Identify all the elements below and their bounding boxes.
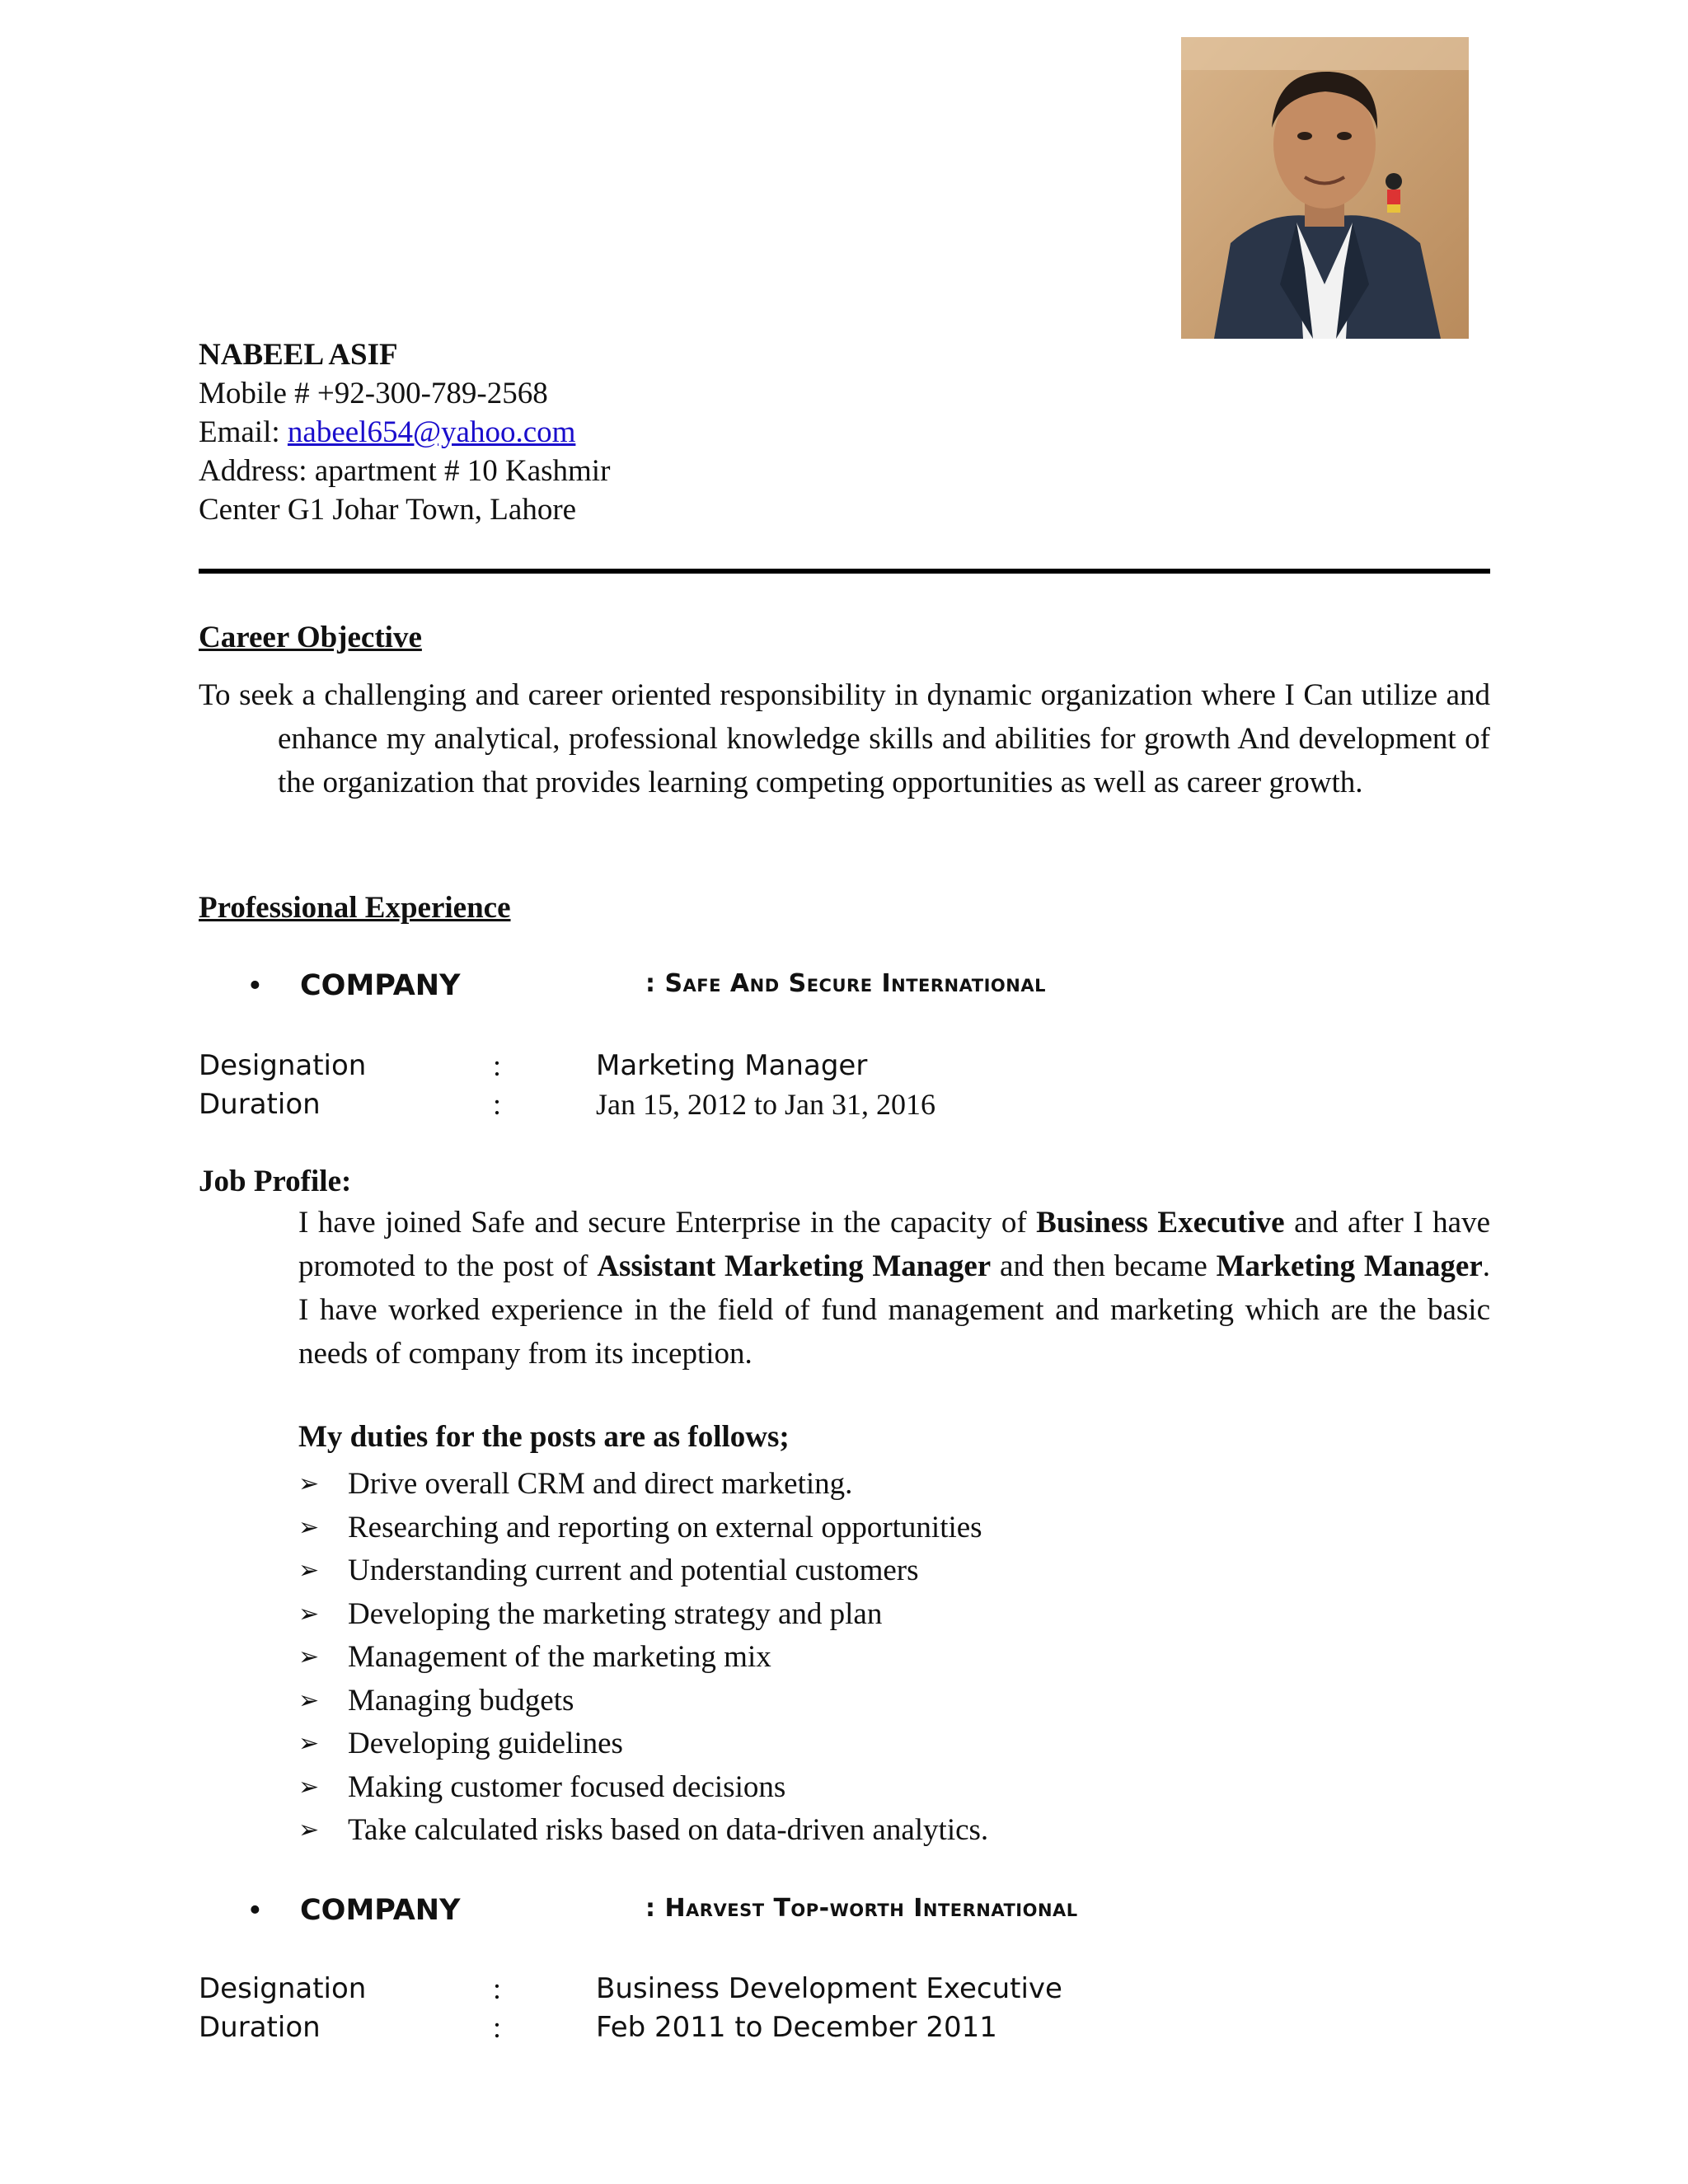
career-objective-heading: Career Objective: [199, 621, 422, 654]
company-name: : Safe And Secure International: [645, 969, 1046, 998]
duty-list-item: [298, 1507, 1452, 1550]
designation-row-2: [199, 1970, 1435, 2008]
job-title-bold: Assistant Marketing Manager: [597, 1249, 992, 1283]
bullet-icon: •: [249, 1891, 261, 1929]
company-entry-1: [249, 969, 1485, 1010]
job-title-bold: Business Executive: [1036, 1206, 1285, 1240]
duration-value: Feb 2011 to December 2011: [596, 2011, 997, 2044]
duty-text: Drive overall CRM and direct marketing.: [348, 1467, 853, 1501]
duties-heading: My duties for the posts are as follows;: [298, 1420, 790, 1454]
email-line: [199, 413, 610, 452]
address-line-2: Center G1 Johar Town, Lahore: [199, 493, 577, 527]
professional-experience-heading: Professional Experience: [199, 891, 511, 925]
colon-separator: :: [493, 1972, 502, 2005]
duty-list-item: [298, 1680, 1452, 1723]
arrow-bullet-icon: ➢: [298, 1685, 320, 1715]
horizontal-divider: [199, 569, 1490, 574]
duration-row-1: [199, 1085, 1435, 1124]
job-title-bold: Marketing Manager: [1216, 1249, 1483, 1283]
designation-label: Designation: [199, 1972, 367, 2005]
job-text-part: I have joined Safe and secure Enterprise in the capacity of: [298, 1206, 1037, 1240]
address-line-1: Address: apartment # 10 Kashmir: [199, 454, 611, 488]
job-profile-text: [298, 1201, 1490, 1376]
duty-list-item: [298, 1722, 1452, 1766]
job-text-part: and after I have promoted to the post of: [298, 1206, 1491, 1283]
job-profile-heading: Job Profile:: [199, 1165, 352, 1198]
duty-list-item: [298, 1463, 1452, 1507]
arrow-bullet-icon: ➢: [298, 1556, 320, 1585]
company-label: COMPANY: [300, 1894, 461, 1927]
job-text-part: . I have worked experience in the field of fund management and marketing which are the basic needs of company from its inception.: [298, 1249, 1490, 1371]
bullet-icon: •: [249, 967, 261, 1005]
designation-value: Business Development Executive: [596, 1972, 1062, 2005]
duration-value: Jan 15, 2012 to Jan 31, 2016: [596, 1088, 935, 1121]
company-label: COMPANY: [300, 969, 461, 1002]
duty-text: Take calculated risks based on data-driven analytics.: [348, 1813, 989, 1847]
duty-text: Understanding current and potential customers: [348, 1554, 919, 1587]
duty-text: Managing budgets: [348, 1683, 574, 1718]
duty-text: Developing guidelines: [348, 1727, 623, 1760]
designation-row-1: [199, 1047, 1435, 1085]
duties-list: [298, 1463, 1452, 1853]
company-name: : Harvest Top-worth International: [645, 1894, 1078, 1923]
portrait-image: [1181, 37, 1469, 339]
duty-list-item: [298, 1809, 1452, 1853]
designation-label: Designation: [199, 1049, 367, 1082]
profile-photo: [1181, 37, 1469, 339]
duty-text: Making customer focused decisions: [348, 1769, 786, 1804]
arrow-bullet-icon: ➢: [298, 1469, 320, 1498]
arrow-bullet-icon: ➢: [298, 1772, 320, 1802]
duty-list-item: [298, 1766, 1452, 1810]
arrow-bullet-icon: ➢: [298, 1729, 320, 1758]
colon-separator: :: [493, 1088, 502, 1121]
duty-text: Management of the marketing mix: [348, 1640, 771, 1674]
email-label: Email:: [199, 415, 288, 449]
contact-block: [199, 335, 610, 529]
arrow-bullet-icon: ➢: [298, 1643, 320, 1671]
colon-separator: :: [493, 1049, 502, 1082]
candidate-name: NABEEL ASIF: [199, 338, 398, 372]
duty-list-item: [298, 1549, 1452, 1593]
duty-list-item: [298, 1593, 1452, 1637]
duty-text: Developing the marketing strategy and plan: [348, 1596, 883, 1631]
arrow-bullet-icon: ➢: [298, 1599, 320, 1629]
mobile-number: Mobile # +92-300-789-2568: [199, 377, 548, 410]
duty-list-item: [298, 1636, 1452, 1680]
duration-row-2: [199, 2008, 1435, 2047]
duration-label: Duration: [199, 2011, 321, 2044]
designation-value: Marketing Manager: [596, 1049, 868, 1082]
arrow-bullet-icon: ➢: [298, 1512, 320, 1542]
email-link[interactable]: nabeel654@yahoo.com: [287, 415, 576, 449]
colon-separator: :: [493, 2011, 502, 2044]
job-text-part: and then became: [991, 1249, 1217, 1283]
company-entry-2: [249, 1891, 1485, 1935]
arrow-bullet-icon: ➢: [298, 1816, 320, 1844]
career-objective-text: To seek a challenging and career oriented responsibility in dynamic organization where I Can utilize and enhance my analytical, professional knowledge skills and abilities for growth And development of the organization that provides learning competing opportunities as well as career growth.: [199, 678, 1490, 799]
duty-text: Researching and reporting on external opportunities: [348, 1510, 982, 1544]
duration-label: Duration: [199, 1088, 321, 1121]
